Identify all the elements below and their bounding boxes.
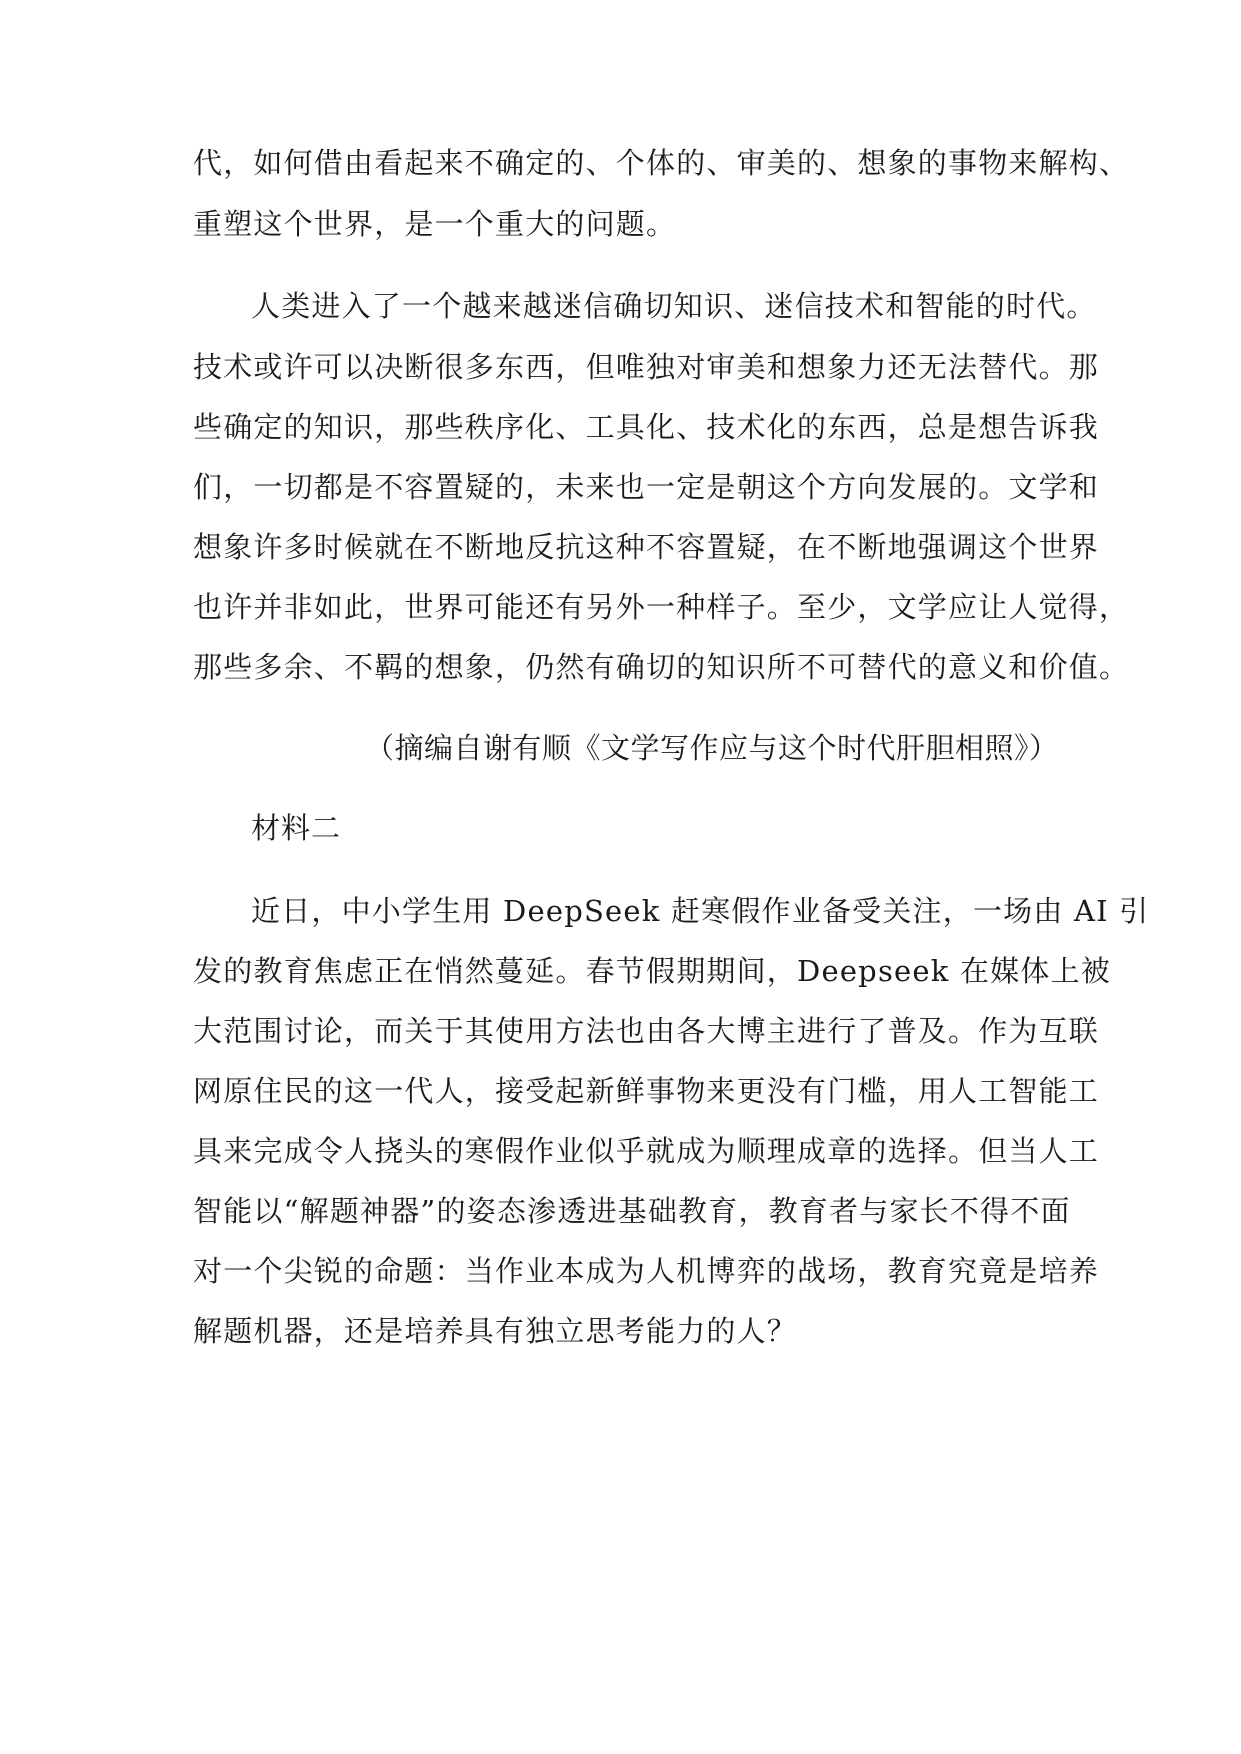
paragraph-3-line-5: 具来完成令人挠头的寒假作业似乎就成为顺理成章的选择。但当人工 <box>193 1134 1100 1168</box>
paragraph-3-line-3: 大范围讨论，而关于其使用方法也由各大博主进行了普及。作为互联 <box>193 1014 1100 1048</box>
paragraph-3-line-6: 智能以“解题神器”的姿态渗透进基础教育，教育者与家长不得不面 <box>193 1194 1071 1228</box>
paragraph-2-line-1: 人类进入了一个越来越迷信确切知识、迷信技术和智能的时代。 <box>251 289 1097 323</box>
paragraph-3-line-2: 发的教育焦虑正在悄然蔓延。春节假期期间，Deepseek 在媒体上被 <box>193 954 1111 988</box>
paragraph-2-line-6: 也许并非如此，世界可能还有另外一种样子。至少，文学应让人觉得， <box>193 590 1130 624</box>
paragraph-2-line-4: 们，一切都是不容置疑的，未来也一定是朝这个方向发展的。文学和 <box>193 470 1100 504</box>
paragraph-1-line-1: 代，如何借由看起来不确定的、个体的、审美的、想象的事物来解构、 <box>193 146 1130 180</box>
paragraph-2-line-3: 些确定的知识，那些秩序化、工具化、技术化的东西，总是想告诉我 <box>193 410 1100 444</box>
paragraph-3-line-7: 对一个尖锐的命题：当作业本成为人机博弈的战场，教育究竟是培养 <box>193 1254 1100 1288</box>
paragraph-2-line-7: 那些多余、不羁的想象，仍然有确切的知识所不可替代的意义和价值。 <box>193 650 1130 684</box>
section-heading: 材料二 <box>251 811 342 845</box>
paragraph-3-line-4: 网原住民的这一代人，接受起新鲜事物来更没有门槛，用人工智能工 <box>193 1074 1100 1108</box>
paragraph-2-line-2: 技术或许可以决断很多东西，但唯独对审美和想象力还无法替代。那 <box>193 350 1100 384</box>
paragraph-3-line-1: 近日，中小学生用 DeepSeek 赶寒假作业备受关注，一场由 AI 引 <box>251 894 1150 928</box>
citation: （摘编自谢有顺《文学写作应与这个时代肝胆相照》） <box>365 731 1059 765</box>
paragraph-2-line-5: 想象许多时候就在不断地反抗这种不容置疑，在不断地强调这个世界 <box>193 530 1100 564</box>
paragraph-3-line-8: 解题机器，还是培养具有独立思考能力的人？ <box>193 1314 798 1348</box>
paragraph-1-line-2: 重塑这个世界，是一个重大的问题。 <box>193 207 677 241</box>
